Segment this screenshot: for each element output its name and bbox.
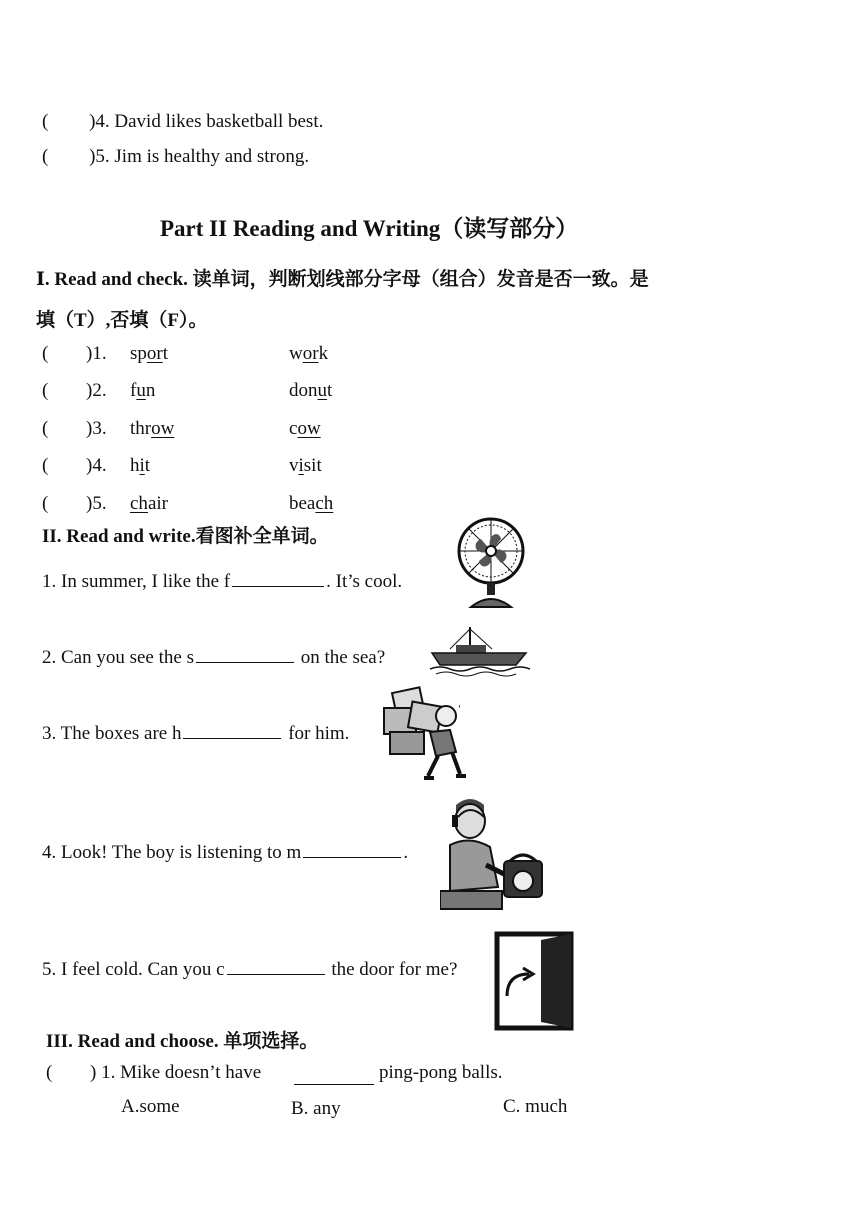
word-5a: chair (130, 493, 168, 514)
part-title: Part II Reading and Writing（读写部分） (160, 216, 579, 241)
word-1b: work (289, 343, 329, 364)
word-3a: throw (130, 418, 175, 439)
word-5b: beach (289, 493, 334, 514)
option-c[interactable]: C. much (503, 1096, 568, 1117)
answer-blank[interactable] (183, 722, 281, 739)
choose-item-1 (46, 1062, 52, 1084)
check-item-4 (42, 455, 48, 477)
write-item-2: 2. Can you see the s on the sea? (42, 647, 386, 668)
check-item-1-num: )1. (86, 343, 107, 364)
check-item-3 (42, 418, 48, 440)
answer-paren[interactable]: ( (42, 418, 49, 439)
word-1a: sport (130, 343, 169, 364)
check-item-5 (42, 493, 48, 515)
section1-heading-line2: 填（T）,否填（F）。 (36, 310, 208, 331)
check-item-2 (42, 380, 48, 402)
ship-icon (430, 625, 530, 677)
answer-blank[interactable] (232, 570, 324, 587)
section2-heading: II. Read and write.看图补全单词。 (42, 526, 329, 547)
word-4b: visit (289, 455, 322, 476)
section3-heading: III. Read and choose. 单项选择。 (46, 1031, 319, 1052)
answer-blank[interactable] (294, 1068, 374, 1085)
choose-item-1-text: ) 1. Mike doesn’t have (90, 1062, 262, 1083)
answer-paren[interactable]: ( (42, 455, 49, 476)
answer-paren[interactable]: ( (46, 1062, 53, 1083)
write-item-4: 4. Look! The boy is listening to m . (42, 842, 409, 863)
option-a[interactable]: A.some (121, 1096, 180, 1117)
svg-text:': ' (458, 704, 461, 715)
answer-paren[interactable]: ( (42, 111, 49, 132)
item-text: )5. Jim is healthy and strong. (89, 146, 310, 167)
section1-heading-line1: Ⅰ. Read and check. 读单词，判断划线部分字母（组合）发音是否一致。是 (36, 269, 649, 290)
answer-paren[interactable]: ( (42, 493, 49, 514)
top-item-5 (42, 146, 309, 168)
word-2b: donut (289, 380, 333, 401)
answer-paren[interactable]: ( (42, 380, 49, 401)
boy-with-radio-icon (440, 795, 545, 915)
check-item-4-num: )4. (86, 455, 107, 476)
man-carrying-boxes-icon (380, 686, 472, 786)
item-text: )4. David likes basketball best. (89, 111, 324, 132)
electric-fan-icon (455, 515, 527, 610)
check-item-2-num: )2. (86, 380, 107, 401)
write-item-1: 1. In summer, I like the f . It’s cool. (42, 571, 403, 592)
check-item-5-num: )5. (86, 493, 107, 514)
choose-item-1-post: ping-pong balls. (379, 1062, 503, 1083)
option-b[interactable]: B. any (291, 1098, 341, 1119)
answer-blank[interactable] (303, 841, 401, 858)
answer-paren[interactable]: ( (42, 146, 49, 167)
write-item-5: 5. I feel cold. Can you c the door for me? (42, 959, 458, 980)
answer-paren[interactable]: ( (42, 343, 49, 364)
answer-blank[interactable] (196, 646, 294, 663)
open-door-icon (493, 930, 579, 1032)
check-item-3-num: )3. (86, 418, 107, 439)
word-2a: fun (130, 380, 156, 401)
word-3b: cow (289, 418, 321, 439)
top-item-4 (42, 111, 323, 133)
write-item-3: 3. The boxes are h for him. (42, 723, 350, 744)
word-4a: hit (130, 455, 151, 476)
answer-blank[interactable] (227, 958, 325, 975)
check-item-1 (42, 343, 48, 365)
